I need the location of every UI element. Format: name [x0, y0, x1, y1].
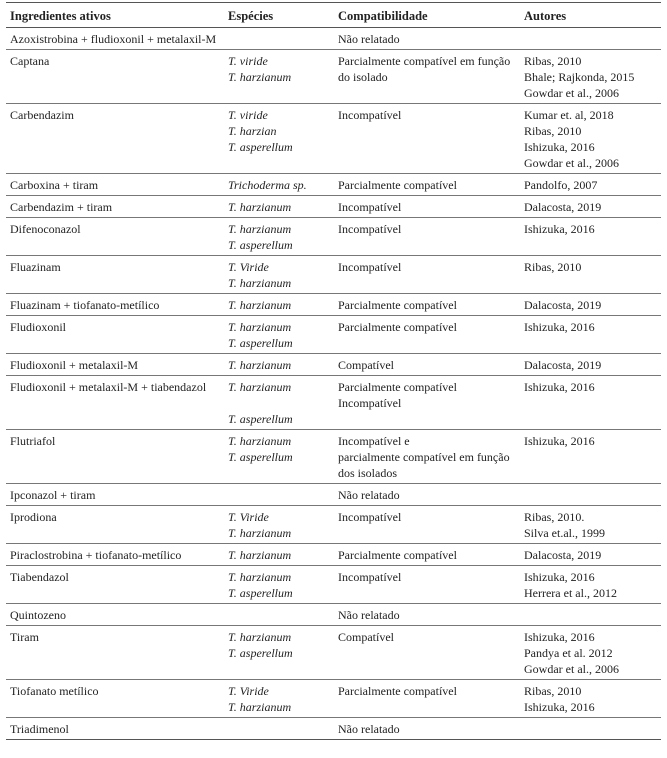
- cell-ingredient: Triadimenol: [6, 718, 224, 740]
- cell-compatibility: [334, 626, 520, 680]
- cell-species-line: T. harzianum: [228, 700, 292, 714]
- cell-compatibility-line: Incompatível: [338, 260, 402, 274]
- cell-compatibility-line: Parcialmente compatível: [338, 298, 457, 312]
- cell-compatibility-line: Incompatível: [338, 396, 402, 410]
- cell-compatibility-line: Não relatado: [338, 608, 400, 622]
- cell-authors-line: Gowdar et al., 2006: [524, 86, 619, 100]
- cell-species-line: T. asperellum: [228, 238, 293, 252]
- cell-ingredient: Tiram: [6, 626, 224, 680]
- cell-species-line: T. Viride: [228, 510, 269, 524]
- cell-species-line: T. Viride: [228, 260, 269, 274]
- cell-compatibility-line: Compatível: [338, 630, 394, 644]
- cell-species-line: T. harzianum: [228, 276, 292, 290]
- cell-compatibility: [334, 376, 520, 430]
- cell-authors-line: Ribas, 2010: [524, 684, 582, 698]
- header-authors: Autores: [520, 3, 661, 28]
- cell-species-line: T. asperellum: [228, 646, 293, 660]
- cell-ingredient: Fluazinam + tiofanato-metílico: [6, 294, 224, 316]
- cell-species-line: Trichoderma sp.: [228, 178, 307, 192]
- cell-ingredient: Quintozeno: [6, 604, 224, 626]
- table-row: [6, 430, 661, 484]
- cell-authors: [520, 354, 661, 376]
- cell-species: [224, 354, 334, 376]
- cell-compatibility: [334, 256, 520, 294]
- cell-species-line: T. viride: [228, 54, 268, 68]
- cell-compatibility-line: parcialmente compatível em função: [338, 450, 510, 464]
- cell-compatibility: [334, 354, 520, 376]
- cell-species-line: T. harzian: [228, 124, 277, 138]
- cell-ingredient: Carbendazim + tiram: [6, 196, 224, 218]
- cell-authors-line: Ishizuka, 2016: [524, 222, 595, 236]
- cell-authors: [520, 626, 661, 680]
- cell-ingredient: Fluazinam: [6, 256, 224, 294]
- cell-species: [224, 104, 334, 174]
- cell-compatibility-line: Incompatível: [338, 510, 402, 524]
- cell-authors: [520, 376, 661, 430]
- cell-compatibility-line: Incompatível: [338, 108, 402, 122]
- cell-species-line: T. asperellum: [228, 586, 293, 600]
- cell-species: [224, 28, 334, 50]
- cell-authors-line: Ishizuka, 2016: [524, 570, 595, 584]
- table-row: [6, 566, 661, 604]
- cell-authors-line: Silva et.al., 1999: [524, 526, 605, 540]
- cell-compatibility-line: Parcialmente compatível: [338, 684, 457, 698]
- cell-compatibility: [334, 104, 520, 174]
- cell-ingredient: Captana: [6, 50, 224, 104]
- cell-compatibility: [334, 718, 520, 740]
- cell-species: [224, 196, 334, 218]
- cell-species: [224, 218, 334, 256]
- cell-authors: [520, 218, 661, 256]
- cell-species: [224, 484, 334, 506]
- cell-compatibility-line: Parcialmente compatível: [338, 548, 457, 562]
- cell-species: [224, 430, 334, 484]
- cell-species: [224, 376, 334, 430]
- cell-compatibility: [334, 604, 520, 626]
- cell-species: [224, 680, 334, 718]
- cell-species-line: T. harzianum: [228, 434, 292, 448]
- cell-authors-line: Ishizuka, 2016: [524, 434, 595, 448]
- cell-ingredient: Difenoconazol: [6, 218, 224, 256]
- cell-authors-line: Ribas, 2010: [524, 54, 582, 68]
- cell-authors-line: Dalacosta, 2019: [524, 548, 602, 562]
- cell-compatibility-line: Incompatível: [338, 200, 402, 214]
- cell-authors-line: Kumar et. al, 2018: [524, 108, 614, 122]
- cell-species: [224, 604, 334, 626]
- cell-authors: [520, 294, 661, 316]
- cell-authors-line: Ribas, 2010: [524, 124, 582, 138]
- cell-compatibility: [334, 294, 520, 316]
- table-row: [6, 506, 661, 544]
- table-row: [6, 680, 661, 718]
- cell-authors-line: Dalacosta, 2019: [524, 298, 602, 312]
- cell-authors-line: Dalacosta, 2019: [524, 200, 602, 214]
- cell-compatibility-line: Incompatível: [338, 570, 402, 584]
- table-row: [6, 626, 661, 680]
- cell-ingredient: Fludioxonil + metalaxil-M: [6, 354, 224, 376]
- cell-authors: [520, 104, 661, 174]
- cell-authors-line: Ishizuka, 2016: [524, 140, 595, 154]
- table-row: [6, 484, 661, 506]
- cell-authors: [520, 718, 661, 740]
- cell-authors: [520, 256, 661, 294]
- table-body: [6, 28, 661, 740]
- cell-species-line: T. harzianum: [228, 570, 292, 584]
- table-row: [6, 604, 661, 626]
- cell-authors: [520, 28, 661, 50]
- cell-compatibility: [334, 566, 520, 604]
- cell-authors: [520, 680, 661, 718]
- table-row: [6, 376, 661, 430]
- header-compatibility: Compatibilidade: [334, 3, 520, 28]
- cell-authors-line: Ribas, 2010: [524, 260, 582, 274]
- table-row: [6, 316, 661, 354]
- cell-compatibility: [334, 544, 520, 566]
- cell-compatibility-line: Parcialmente compatível: [338, 320, 457, 334]
- table-row: [6, 50, 661, 104]
- cell-species: [224, 544, 334, 566]
- cell-species-line: T. viride: [228, 108, 268, 122]
- cell-compatibility: [334, 196, 520, 218]
- cell-authors: [520, 174, 661, 196]
- table-row: [6, 354, 661, 376]
- cell-authors: [520, 484, 661, 506]
- table-row: [6, 718, 661, 740]
- cell-authors-line: Ribas, 2010.: [524, 510, 585, 524]
- cell-authors: [520, 544, 661, 566]
- cell-authors: [520, 566, 661, 604]
- cell-ingredient: Tiofanato metílico: [6, 680, 224, 718]
- cell-species-line: T. harzianum: [228, 200, 292, 214]
- cell-authors-line: Gowdar et al., 2006: [524, 156, 619, 170]
- cell-species-line: T. harzianum: [228, 70, 292, 84]
- cell-species: [224, 506, 334, 544]
- header-ingredients: Ingredientes ativos: [6, 3, 224, 28]
- cell-compatibility-line: Parcialmente compatível em função: [338, 54, 511, 68]
- cell-species: [224, 174, 334, 196]
- table-row: [6, 28, 661, 50]
- cell-ingredient: Carbendazim: [6, 104, 224, 174]
- cell-species-line: T. harzianum: [228, 526, 292, 540]
- cell-authors-line: Pandya et al. 2012: [524, 646, 613, 660]
- cell-authors-line: Gowdar et al., 2006: [524, 662, 619, 676]
- cell-compatibility: [334, 218, 520, 256]
- cell-ingredient: Ipconazol + tiram: [6, 484, 224, 506]
- table-row: [6, 174, 661, 196]
- cell-ingredient: Fludioxonil + metalaxil-M + tiabendazol: [6, 376, 224, 430]
- table-row: [6, 256, 661, 294]
- cell-compatibility-line: dos isolados: [338, 466, 398, 480]
- header-species: Espécies: [224, 3, 334, 28]
- cell-authors: [520, 316, 661, 354]
- cell-ingredient: Piraclostrobina + tiofanato-metílico: [6, 544, 224, 566]
- cell-compatibility: [334, 28, 520, 50]
- table-row: [6, 544, 661, 566]
- cell-species-line: T. harzianum: [228, 320, 292, 334]
- cell-authors: [520, 50, 661, 104]
- cell-ingredient: Flutriafol: [6, 430, 224, 484]
- cell-compatibility: [334, 484, 520, 506]
- cell-compatibility-line: Parcialmente compatível: [338, 380, 457, 394]
- cell-species: [224, 626, 334, 680]
- cell-species: [224, 718, 334, 740]
- cell-species: [224, 256, 334, 294]
- table-header-row: [6, 3, 661, 28]
- cell-ingredient: Carboxina + tiram: [6, 174, 224, 196]
- cell-species-line: T. Viride: [228, 684, 269, 698]
- table-row: [6, 196, 661, 218]
- cell-authors: [520, 430, 661, 484]
- cell-authors: [520, 604, 661, 626]
- cell-compatibility-line: Parcialmente compatível: [338, 178, 457, 192]
- cell-compatibility-line: Não relatado: [338, 722, 400, 736]
- cell-species: [224, 566, 334, 604]
- cell-authors-line: Pandolfo, 2007: [524, 178, 598, 192]
- cell-ingredient: Iprodiona: [6, 506, 224, 544]
- cell-compatibility-line: Incompatível: [338, 222, 402, 236]
- cell-authors-line: Dalacosta, 2019: [524, 358, 602, 372]
- cell-authors-line: Bhale; Rajkonda, 2015: [524, 70, 635, 84]
- table-row: [6, 218, 661, 256]
- blank-line: [228, 395, 330, 411]
- cell-authors: [520, 506, 661, 544]
- cell-compatibility: [334, 50, 520, 104]
- cell-ingredient: Fludioxonil: [6, 316, 224, 354]
- cell-authors-line: Ishizuka, 2016: [524, 380, 595, 394]
- cell-authors: [520, 196, 661, 218]
- cell-compatibility: [334, 430, 520, 484]
- cell-compatibility-line: Não relatado: [338, 488, 400, 502]
- cell-species-line: T. harzianum: [228, 358, 292, 372]
- cell-compatibility: [334, 316, 520, 354]
- cell-species-line: T. asperellum: [228, 336, 293, 350]
- cell-compatibility-line: Incompatível e: [338, 434, 410, 448]
- cell-species-line: T. asperellum: [228, 140, 293, 154]
- cell-species-line: T. harzianum: [228, 548, 292, 562]
- cell-species-line: T. harzianum: [228, 380, 292, 394]
- cell-species: [224, 50, 334, 104]
- cell-species: [224, 294, 334, 316]
- cell-species-line: T. harzianum: [228, 298, 292, 312]
- cell-ingredient: Azoxistrobina + fludioxonil + metalaxil-M: [6, 28, 224, 50]
- cell-species-line: T. asperellum: [228, 450, 293, 464]
- cell-species: [224, 316, 334, 354]
- cell-ingredient: Tiabendazol: [6, 566, 224, 604]
- cell-compatibility-line: Compatível: [338, 358, 394, 372]
- cell-authors-line: Ishizuka, 2016: [524, 700, 595, 714]
- table-row: [6, 294, 661, 316]
- cell-compatibility-line: do isolado: [338, 70, 388, 84]
- cell-authors-line: Herrera et al., 2012: [524, 586, 617, 600]
- cell-species-line: T. harzianum: [228, 630, 292, 644]
- cell-compatibility-line: Não relatado: [338, 32, 400, 46]
- cell-authors-line: Ishizuka, 2016: [524, 320, 595, 334]
- table-row: [6, 104, 661, 174]
- cell-species-line: T. asperellum: [228, 412, 293, 426]
- cell-authors-line: Ishizuka, 2016: [524, 630, 595, 644]
- cell-compatibility: [334, 680, 520, 718]
- cell-compatibility: [334, 174, 520, 196]
- fungicide-compatibility-table: [6, 2, 661, 740]
- cell-compatibility: [334, 506, 520, 544]
- cell-species-line: T. harzianum: [228, 222, 292, 236]
